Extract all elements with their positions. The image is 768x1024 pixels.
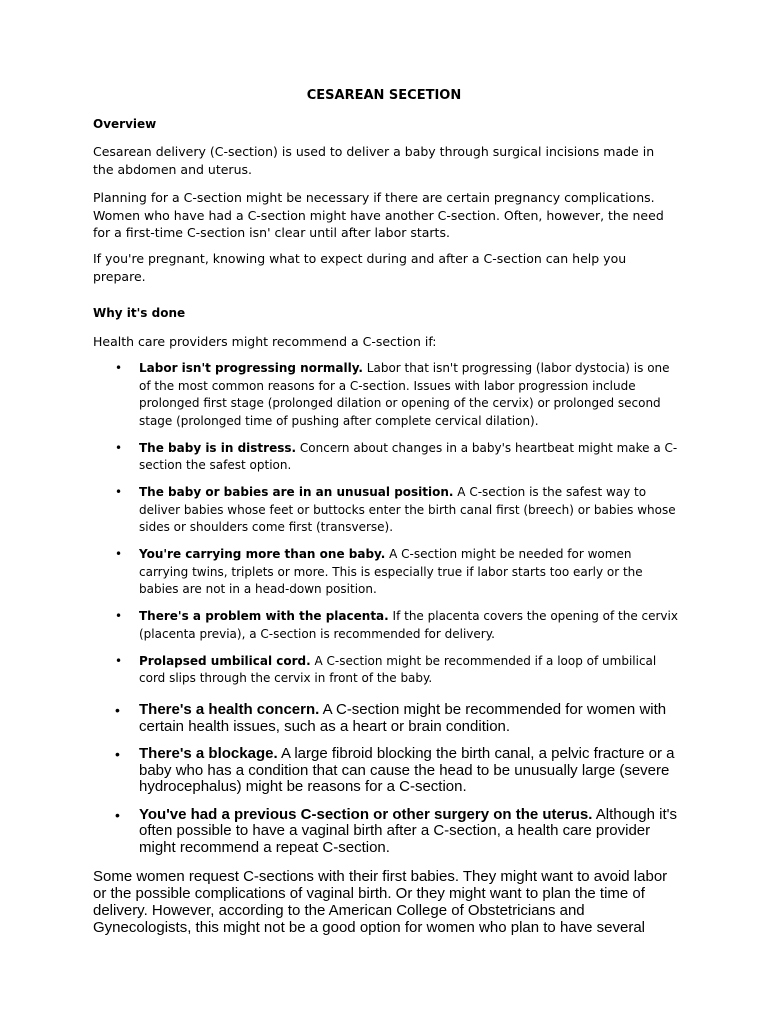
list-item (93, 653, 678, 688)
reasons-list (93, 360, 678, 697)
list-item (93, 360, 678, 430)
reasons-list-continued (93, 702, 678, 867)
list-item-text: Labor that isn't progressing (labor dystocia) is one of the most common reasons for a C-section. Issues with labor progression include prolonged first stage (prolonged dilation or opening of the cervix) or prolonged second stage (prolonged time of pushing after complete cervical dilation). (139, 361, 670, 428)
bullet-icon: • (115, 806, 120, 823)
list-item (93, 546, 678, 599)
bullet-icon: • (115, 609, 123, 623)
list-item-title: You're carrying more than one baby. (139, 547, 386, 561)
list-item-title: There's a health concern. (139, 701, 320, 718)
list-item-text: A C-section might be needed for women carrying twins, triplets or more. This is especially true if labor starts too early or the babies are not in a head-down position. (139, 547, 643, 596)
list-item (93, 608, 678, 643)
why-intro: Health care providers might recommend a C-section if: (93, 334, 437, 349)
closing-paragraph: Some women request C-sections with their first babies. They might want to avoid labor or the possible complications of vaginal birth. Or they might want to plan the time of delivery. However, according to the American College of Obstetricians and Gynecologists, this might not be a good option for women who plan to have several (93, 868, 668, 936)
list-item-title: There's a blockage. (139, 745, 278, 762)
list-item (93, 702, 678, 735)
bullet-icon: • (115, 746, 120, 762)
list-item-title: Prolapsed umbilical cord. (139, 653, 311, 668)
list-item-title: The baby or babies are in an unusual position. (139, 485, 454, 499)
document-title: CESAREAN SECETION (306, 88, 462, 103)
overview-heading: Overview (93, 117, 157, 131)
bullet-icon: • (115, 653, 123, 668)
list-item-text: A C-section is the safest way to deliver babies whose feet or buttocks enter the birth canal first (breech) or babies whose sides or shoulders come first (transverse). (139, 485, 676, 534)
overview-paragraph-3: If you're pregnant, knowing what to expect during and after a C-section can help you prepare. (93, 251, 627, 284)
list-item-title: Labor isn't progressing normally. (139, 361, 363, 375)
list-item (93, 807, 678, 857)
list-item-text: If the placenta covers the opening of the cervix (placenta previa), a C-section is recommended for delivery. (139, 609, 678, 641)
bullet-icon: • (115, 547, 123, 561)
list-item-title: There's a problem with the placenta. (139, 609, 389, 623)
bullet-icon: • (115, 702, 120, 718)
list-item-text: Although it's often possible to have a vaginal birth after a C-section, a health care provider might recommend a repeat C-section. (139, 805, 677, 856)
list-item-text: A C-section might be recommended if a loop of umbilical cord slips through the cervix in front of the baby. (139, 653, 657, 685)
list-item-title: You've had a previous C-section or other surgery on the uterus. (139, 805, 593, 823)
bullet-icon: • (115, 440, 123, 455)
bullet-icon: • (115, 485, 123, 499)
list-item-text: A C-section might be recommended for women with certain health issues, such as a heart or brain condition. (139, 701, 667, 735)
list-item (93, 746, 678, 796)
list-item-text: Concern about changes in a baby's heartbeat might make a C-section the safest option. (139, 440, 678, 472)
bullet-icon: • (115, 361, 123, 375)
list-item (93, 484, 678, 537)
overview-paragraph-2: Planning for a C-section might be necessary if there are certain pregnancy complications. Women who have had a C-section might have another C-section. Often, however, the need for a first-time C-section isn' clear until after labor starts. (93, 190, 664, 240)
overview-paragraph-1: Cesarean delivery (C-section) is used to deliver a baby through surgical incisions made in the abdomen and uterus. (93, 144, 655, 177)
why-heading: Why it's done (93, 306, 186, 320)
list-item (93, 440, 678, 475)
list-item-text: A large fibroid blocking the birth canal, a pelvic fracture or a baby who has a condition that can cause the head to be unusually large (severe hydrocephalus) might be reasons for a C-section. (139, 745, 675, 795)
list-item-title: The baby is in distress. (139, 440, 297, 455)
